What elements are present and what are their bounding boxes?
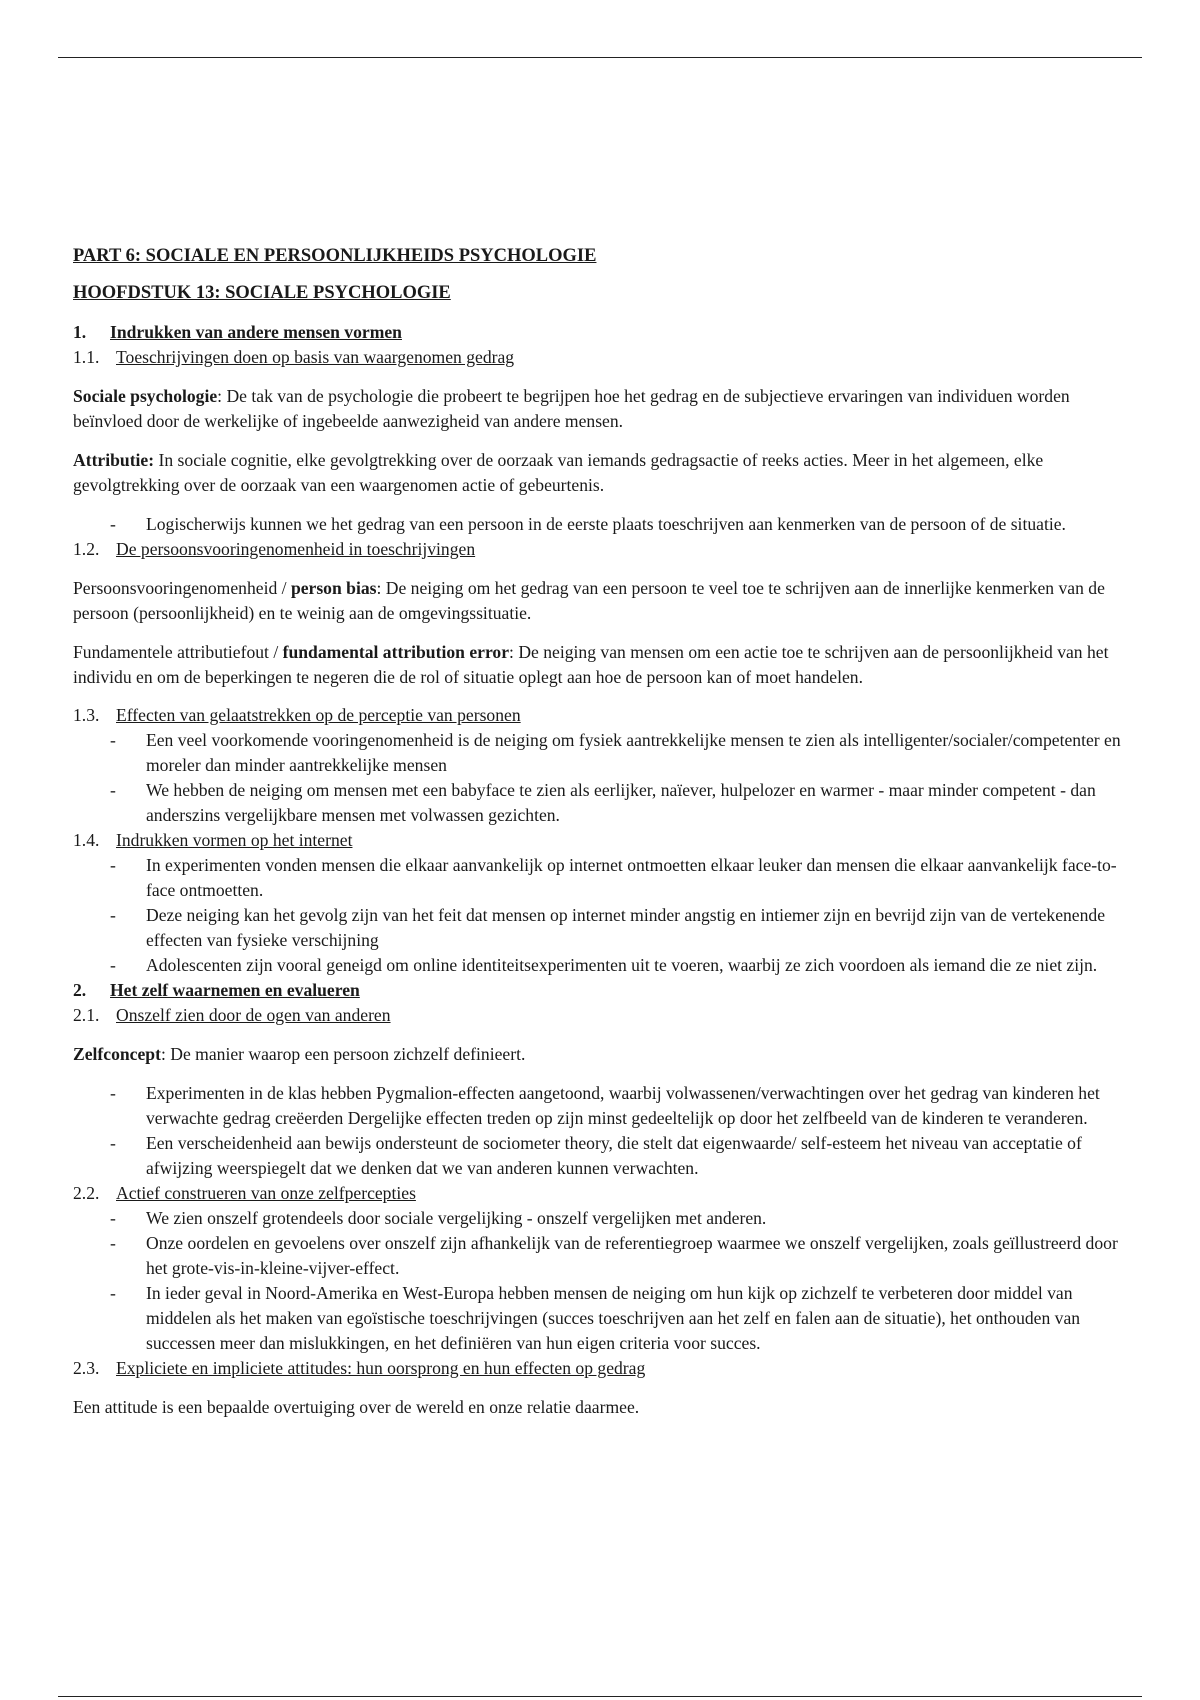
- list-item: - We zien onszelf grotendeels door sociale vergelijking - onszelf vergelijken met anderen.: [110, 1208, 767, 1228]
- bullet-list-2-2: [73, 1206, 1130, 1356]
- bottom-rule: [58, 1696, 1142, 1697]
- part-title: PART 6: SOCIALE EN PERSOONLIJKHEIDS PSYCHOLOGIE: [73, 246, 597, 266]
- chapter-title: HOOFDSTUK 13: SOCIALE PSYCHOLOGIE: [73, 283, 451, 303]
- attitude-paragraph: Een attitude is een bepaalde overtuiging over de wereld en onze relatie daarmee.: [73, 1397, 640, 1417]
- list-item: - Een veel voorkomende vooringenomenheid is de neiging om fysiek aantrekkelijke mensen te zien als intelligenter/socialer/competenter en moreler dan minder aantrekkelijke mensen: [110, 730, 1121, 775]
- list-item: - Experimenten in de klas hebben Pygmalion-effecten aangetoond, waarbij volwassenen/verwachtingen over het gedrag van kinderen het verwachte gedrag creëerden Dergelijke effecten treden op zijn minst gedeeltelijk op door het zelfbeeld van de kinderen te veranderen.: [110, 1083, 1100, 1128]
- definition-person-bias: Persoonsvooringenomenheid / person bias: De neiging om het gedrag van een persoon te veel toe te schrijven aan de innerlijke kenmerken van de persoon (persoonlijkheid) en te weinig aan de omgevingssituatie.: [73, 578, 1105, 623]
- list-item: - In ieder geval in Noord-Amerika en West-Europa hebben mensen de neiging om hun kijk op zichzelf te verbeteren door middel van middelen als het maken van egoïstische toeschrijvingen (succes toeschrijven aan het zelf en falen aan de situatie), het onthouden van successen meer dan mislukkingen, en het definiëren van hun eigen criteria voor succes.: [110, 1283, 1081, 1353]
- section-2-heading: 2. Het zelf waarnemen en evalueren: [73, 980, 360, 1000]
- bullet-list-1-4: [73, 853, 1130, 978]
- list-item: - Adolescenten zijn vooral geneigd om online identiteitsexperimenten uit te voeren, waarbij ze zich voordoen als iemand die ze niet zijn.: [110, 955, 1098, 975]
- bullet-list-1-3: [73, 728, 1130, 828]
- definition-sociale-psychologie: Sociale psychologie: De tak van de psychologie die probeert te begrijpen hoe het gedrag en de subjectieve ervaringen van individuen worden beïnvloed door de werkelijke of ingebeelde aanwezigheid van andere mensen.: [73, 386, 1070, 431]
- list-item: - We hebben de neiging om mensen met een babyface te zien als eerlijker, naïever, hulpelozer en warmer - maar minder competent - dan anderszins vergelijkbare mensen met volwassen gezichten.: [110, 780, 1096, 825]
- list-item: - Onze oordelen en gevoelens over onszelf zijn afhankelijk van de referentiegroep waarmee we onszelf vergelijken, zoals geïllustreerd door het grote-vis-in-kleine-vijver-effect.: [110, 1233, 1118, 1278]
- list-item: - In experimenten vonden mensen die elkaar aanvankelijk op internet ontmoetten elkaar leuker dan mensen die elkaar aanvankelijk face-to-face ontmoetten.: [110, 855, 1117, 900]
- list-item: - Logischerwijs kunnen we het gedrag van een persoon in de eerste plaats toeschrijven aan kenmerken van de persoon of de situatie.: [110, 514, 1066, 534]
- top-rule: [58, 57, 1142, 58]
- list-item: - Deze neiging kan het gevolg zijn van het feit dat mensen op internet minder angstig en intiemer zijn en bevrijd zijn van de vertekenende effecten van fysieke verschijning: [110, 905, 1106, 950]
- subsection-1-3-heading: 1.3. Effecten van gelaatstrekken op de perceptie van personen: [73, 705, 521, 725]
- subsection-2-1-heading: 2.1. Onszelf zien door de ogen van anderen: [73, 1005, 391, 1025]
- list-item: - Een verscheidenheid aan bewijs ondersteunt de sociometer theory, die stelt dat eigenwaarde/ self-esteem het niveau van acceptatie of afwijzing weerspiegelt dat we denken dat we van anderen kunnen verwachten.: [110, 1133, 1082, 1178]
- bullet-list-1-1: [73, 512, 1130, 537]
- subsection-2-3-heading: 2.3. Expliciete en impliciete attitudes: hun oorsprong en hun effecten op gedrag: [73, 1358, 646, 1378]
- section-1-heading: 1. Indrukken van andere mensen vormen: [73, 322, 402, 342]
- subsection-1-2-heading: 1.2. De persoonsvooringenomenheid in toeschrijvingen: [73, 539, 476, 559]
- document-body: [73, 244, 1130, 1420]
- bullet-list-2-1: [73, 1081, 1130, 1181]
- subsection-1-1-heading: 1.1. Toeschrijvingen doen op basis van waargenomen gedrag: [73, 347, 515, 367]
- subsection-1-4-heading: 1.4. Indrukken vormen op het internet: [73, 830, 353, 850]
- definition-attributie: Attributie: In sociale cognitie, elke gevolgtrekking over de oorzaak van iemands gedragsactie of reeks acties. Meer in het algemeen, elke gevolgtrekking over de oorzaak van een waargenomen actie of gebeurtenis.: [73, 450, 1044, 495]
- definition-fundamental-attribution-error: Fundamentele attributiefout / fundamental attribution error: De neiging van mensen om een actie toe te schrijven aan de persoonlijkheid van het individu en om de beperkingen te negeren die de rol of situatie oplegt aan hoe de persoon kan of moet handelen.: [73, 642, 1109, 687]
- definition-zelfconcept: Zelfconcept: De manier waarop een persoon zichzelf definieert.: [73, 1044, 526, 1064]
- subsection-2-2-heading: 2.2. Actief construeren van onze zelfpercepties: [73, 1183, 416, 1203]
